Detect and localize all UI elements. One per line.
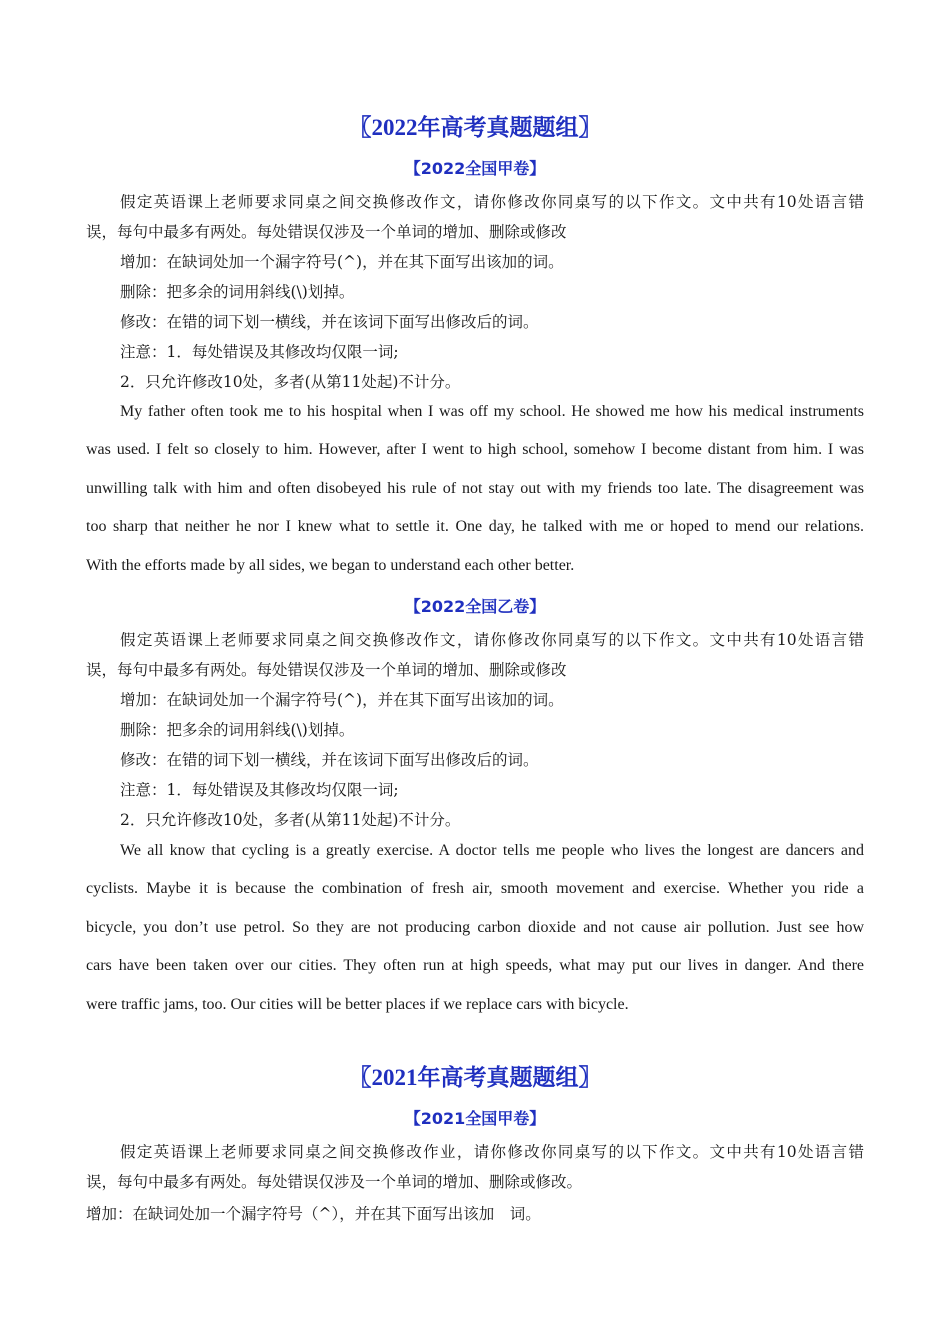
paper-2022-a-note-1: 注意：1．每处错误及其修改均仅限一词; — [120, 343, 399, 361]
paper-2022-a-passage-line: too sharp that neither he nor I knew what to settle it. One day, he talked with me or hoped to mend our relations. — [86, 518, 864, 535]
paper-2022-b-instruction-line-1: 假定英语课上老师要求同桌之间交换修改作文，请你修改你同桌写的以下作文。文中共有10处语言错 — [120, 631, 864, 649]
paper-2021-a-rule-add: 增加：在缺词处加一个漏字符号（^），并在其下面写出该加 词。 — [86, 1205, 541, 1223]
paper-2022-a-rule-add: 增加：在缺词处加一个漏字符号(^)，并在其下面写出该加的词。 — [120, 253, 564, 271]
paper-2022-a-rule-modify: 修改：在错的词下划一横线，并在该词下面写出修改后的词。 — [120, 313, 539, 331]
paper-2022-a-note-2: 2．只允许修改10处，多者(从第11处起)不计分。 — [120, 373, 461, 391]
paper-2021-a-instruction-line-2: 误，每句中最多有两处。每处错误仅涉及一个单词的增加、删除或修改。 — [86, 1173, 583, 1191]
section-2021-title: 〖2021年高考真题题组〗 — [348, 1065, 602, 1090]
paper-2022-a-passage-line: With the efforts made by all sides, we began to understand each other better. — [86, 557, 575, 574]
paper-2022-b-passage-line: cyclists. Maybe it is because the combination of fresh air, smooth movement and exercise. Whether you ride a — [86, 880, 864, 897]
section-2022-title: 〖2022年高考真题题组〗 — [348, 115, 602, 140]
paper-2022-a-instruction-line-1: 假定英语课上老师要求同桌之间交换修改作文，请你修改你同桌写的以下作文。文中共有10处语言错 — [120, 193, 864, 211]
paper-2022-b-note-2: 2．只允许修改10处，多者(从第11处起)不计分。 — [120, 811, 461, 829]
paper-2022-b-title: 【2022全国乙卷】 — [404, 597, 546, 616]
paper-2022-a-rule-delete: 删除：把多余的词用斜线(\)划掉。 — [120, 283, 355, 301]
paper-2022-b-instruction-line-2: 误，每句中最多有两处。每处错误仅涉及一个单词的增加、删除或修改 — [86, 661, 567, 679]
paper-2022-b-rule-add: 增加：在缺词处加一个漏字符号(^)，并在其下面写出该加的词。 — [120, 691, 564, 709]
paper-2022-b-passage-line: bicycle, you don’t use petrol. So they are not producing carbon dioxide and not cause air pollution. Just see how — [86, 919, 864, 936]
paper-2022-a-passage-line: was used. I felt so closely to him. However, after I went to high school, somehow I become distant from him. I was — [86, 441, 864, 458]
paper-2022-b-rule-modify: 修改：在错的词下划一横线，并在该词下面写出修改后的词。 — [120, 751, 539, 769]
paper-2022-b-passage-line: cars have been taken over our cities. They often run at high speeds, what may put our lives in danger. And there — [86, 957, 864, 974]
paper-2022-b-note-1: 注意：1．每处错误及其修改均仅限一词; — [120, 781, 399, 799]
paper-2021-a-instruction-line-1: 假定英语课上老师要求同桌之间交换修改作业，请你修改你同桌写的以下作文。文中共有10处语言错 — [120, 1143, 864, 1161]
paper-2022-a-title: 【2022全国甲卷】 — [404, 159, 546, 178]
paper-2022-b-passage-line: were traffic jams, too. Our cities will be better places if we replace cars with bicycle. — [86, 996, 629, 1013]
paper-2022-b-rule-delete: 删除：把多余的词用斜线(\)划掉。 — [120, 721, 355, 739]
paper-2022-a-instruction-line-2: 误，每句中最多有两处。每处错误仅涉及一个单词的增加、删除或修改 — [86, 223, 567, 241]
paper-2022-a-passage-line: My father often took me to his hospital when I was off my school. He showed me how his medical instruments — [120, 403, 864, 420]
paper-2022-a-passage-line: unwilling talk with him and often disobeyed his rule of not stay out with my friends too late. The disagreement was — [86, 480, 864, 497]
paper-2021-a-title: 【2021全国甲卷】 — [404, 1109, 546, 1128]
paper-2022-b-passage-line: We all know that cycling is a greatly exercise. A doctor tells me people who lives the longest are dancers and — [120, 842, 864, 859]
